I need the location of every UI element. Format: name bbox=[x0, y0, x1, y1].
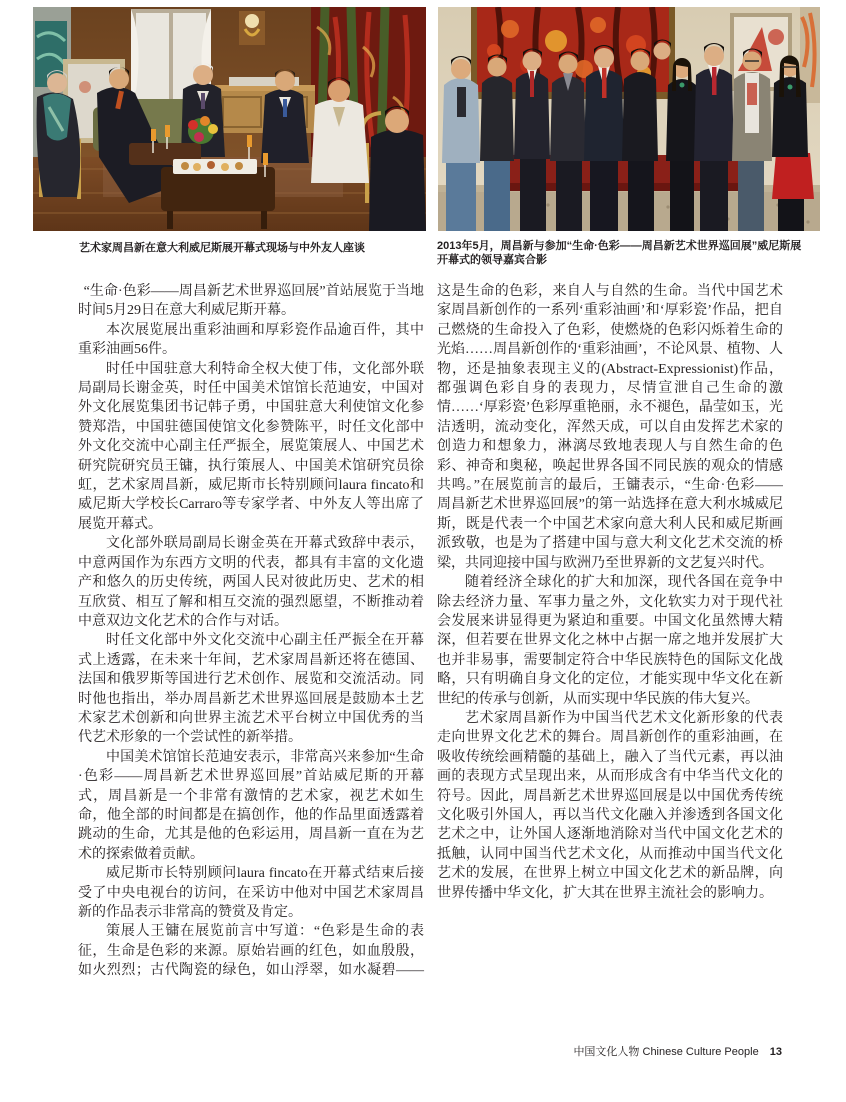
photo-right-caption: 2013年5月，周昌新与参加“生命·色彩——周昌新艺术世界巡回展”威尼斯展开幕式的领导嘉宾合影 bbox=[437, 240, 802, 266]
photo-left-caption: 艺术家周昌新在意大利威尼斯展开幕式现场与中外友人座谈 bbox=[79, 242, 365, 254]
magazine-name-en: Chinese Culture People bbox=[642, 1046, 759, 1058]
article-paragraph: “生命·色彩——周昌新艺术世界巡回展”首站展览于当地时间5月29日在意大利威尼斯开幕。 bbox=[78, 284, 424, 319]
photo-left bbox=[33, 7, 426, 231]
photo-right-illustration bbox=[438, 7, 820, 231]
photo-right-image bbox=[438, 7, 820, 231]
photo-left-image bbox=[33, 7, 426, 231]
photo-right bbox=[438, 7, 820, 231]
article-paragraph: 本次展览展出重彩油画和厚彩瓷作品逾百件，其中重彩油画56件。 bbox=[78, 322, 424, 358]
article-paragraph: 时任中国驻意大利特命全权大使丁伟，文化部外联局副局长谢金英，时任中国美术馆馆长范迪安，中国对外文化展览集团书记韩子勇，中国驻意大利使馆文化参赞郑浩，中国驻德国使馆文化参赞陈平，时任文化部中外文化交流中心副主任严振全，展览策展人、中国艺术研究院研究员王镛，执行策展人、中国美术馆研究员徐虹，艺术家周昌新，威尼斯市长特别顾问laura fincato和威尼斯大学校长Carraro等专家学者、中外友人等出席了展览开幕式。 bbox=[78, 361, 424, 532]
page-number: 13 bbox=[769, 1046, 782, 1058]
article-paragraph: 策展人王镛在展览前言中写道：“色彩是生命的表征，生命是色彩的来源。原始岩画的红色，如血殷殷，如火烈烈；古代陶瓷的绿色，如山浮翠，如水凝碧——这是生命的色彩，来自人与自然的生命。当代中国艺术家周昌新创作的一系列‘重彩油画’和‘厚彩瓷’作品，把自己燃烧的生命投入了色彩，使燃烧的色彩闪烁着生命的光焰……周昌新创作的‘重彩油画’，不论风景、植物、人物，还是抽象表现主义的(Abstract-Expressionist)作品，都强调色彩自身的表现力，尽情宣泄自己生命的激情……‘厚彩瓷’色彩厚重艳丽，永不褪色，晶莹如玉，光洁透明，流动变化，浑然天成，可以自由发挥艺术家的创造力和想象力，淋漓尽致地表现人与自然生命的色彩、神奇和奥秘，唤起世界各国不同民族的观众的情感共鸣。”在展览前言的最后，王镛表示，“生命·色彩——周昌新艺术世界巡回展”的第一站选择在意大利水城威尼斯，既是代表一个中国艺术家向意大利人民和威尼斯画派致敬，也是为了搭建中国与意大利文化艺术交流的桥梁，共同迎接中国与欧洲乃至世界新的文艺复兴时代。 bbox=[78, 284, 783, 979]
page-footer bbox=[573, 1043, 782, 1059]
article-paragraph: 中国美术馆馆长范迪安表示，非常高兴来参加“生命·色彩——周昌新艺术世界巡回展”首站威尼斯的开幕式，周昌新是一个非常有激情的艺术家，视艺术如生命，他全部的时间都是在搞创作，他的作品里面透露着跳动的生命，尤其是他的色彩运用，周昌新一直在为艺术的探索做着贡献。 bbox=[78, 749, 424, 862]
article-paragraph: 艺术家周昌新作为中国当代艺术文化新形象的代表走向世界文化艺术的舞台。周昌新创作的重彩油画，在吸收传统绘画精髓的基础上，融入了当代元素，再以油画的表现方式呈现出来，从而形成含有中华当代文化的符号。因此，周昌新艺术世界巡回展是以中国优秀传统文化吸引外国人，再以当代文化融入并渗透到各国文化艺术之中，让外国人逐渐地消除对当代中国文化艺术的抵触，认同中国当代艺术文化，从而推动中国当代文化艺术的发展，在世界上树立中国文化艺术的新品牌，向世界传播中华文化，扩大其在世界主流社会的影响力。 bbox=[437, 710, 783, 901]
article-paragraph: 文化部外联局副局长谢金英在开幕式致辞中表示，中意两国作为东西方文明的代表，都具有丰富的文化遗产和悠久的历史传统，两国人民对彼此历史、艺术的相互欣赏、相互了解和相互交流的强烈愿望，不断推动着中意双边文化艺术的合作与对话。 bbox=[78, 536, 424, 629]
article-body bbox=[78, 282, 783, 996]
article-paragraph: 威尼斯市长特别顾问laura fincato在开幕式结束后接受了中央电视台的访问，在采访中他对中国艺术家周昌新的作品表示非常高的赞赏及肯定。 bbox=[78, 866, 424, 920]
magazine-name-cn: 中国文化人物 bbox=[573, 1046, 640, 1058]
article-paragraph: 随着经济全球化的扩大和加深，现代各国在竞争中除去经济力量、军事力量之外，文化软实力对于现代社会发展来讲显得更为紧迫和重要。中国文化虽然博大精深，但若要在世界文化之林中占据一席之地并发展扩大也并非易事，需要制定符合中华民族特色的国际文化战略，只有明确自身文化的定位，才能实现中华文化在新世纪的传承与创新，从而实现中华民族的伟大复兴。 bbox=[437, 575, 783, 707]
article-paragraph: 时任文化部中外文化交流中心副主任严振全在开幕式上透露，在未来十年间，艺术家周昌新还将在德国、法国和俄罗斯等国进行艺术创作、展览和交流活动。同时他也指出，举办周昌新艺术世界巡回展是鼓励本土艺术家艺术创新和向世界主流艺术平台树立中国优秀的当代艺术形象的一个尝试性的新举措。 bbox=[78, 633, 424, 746]
photo-left-illustration bbox=[33, 7, 426, 231]
